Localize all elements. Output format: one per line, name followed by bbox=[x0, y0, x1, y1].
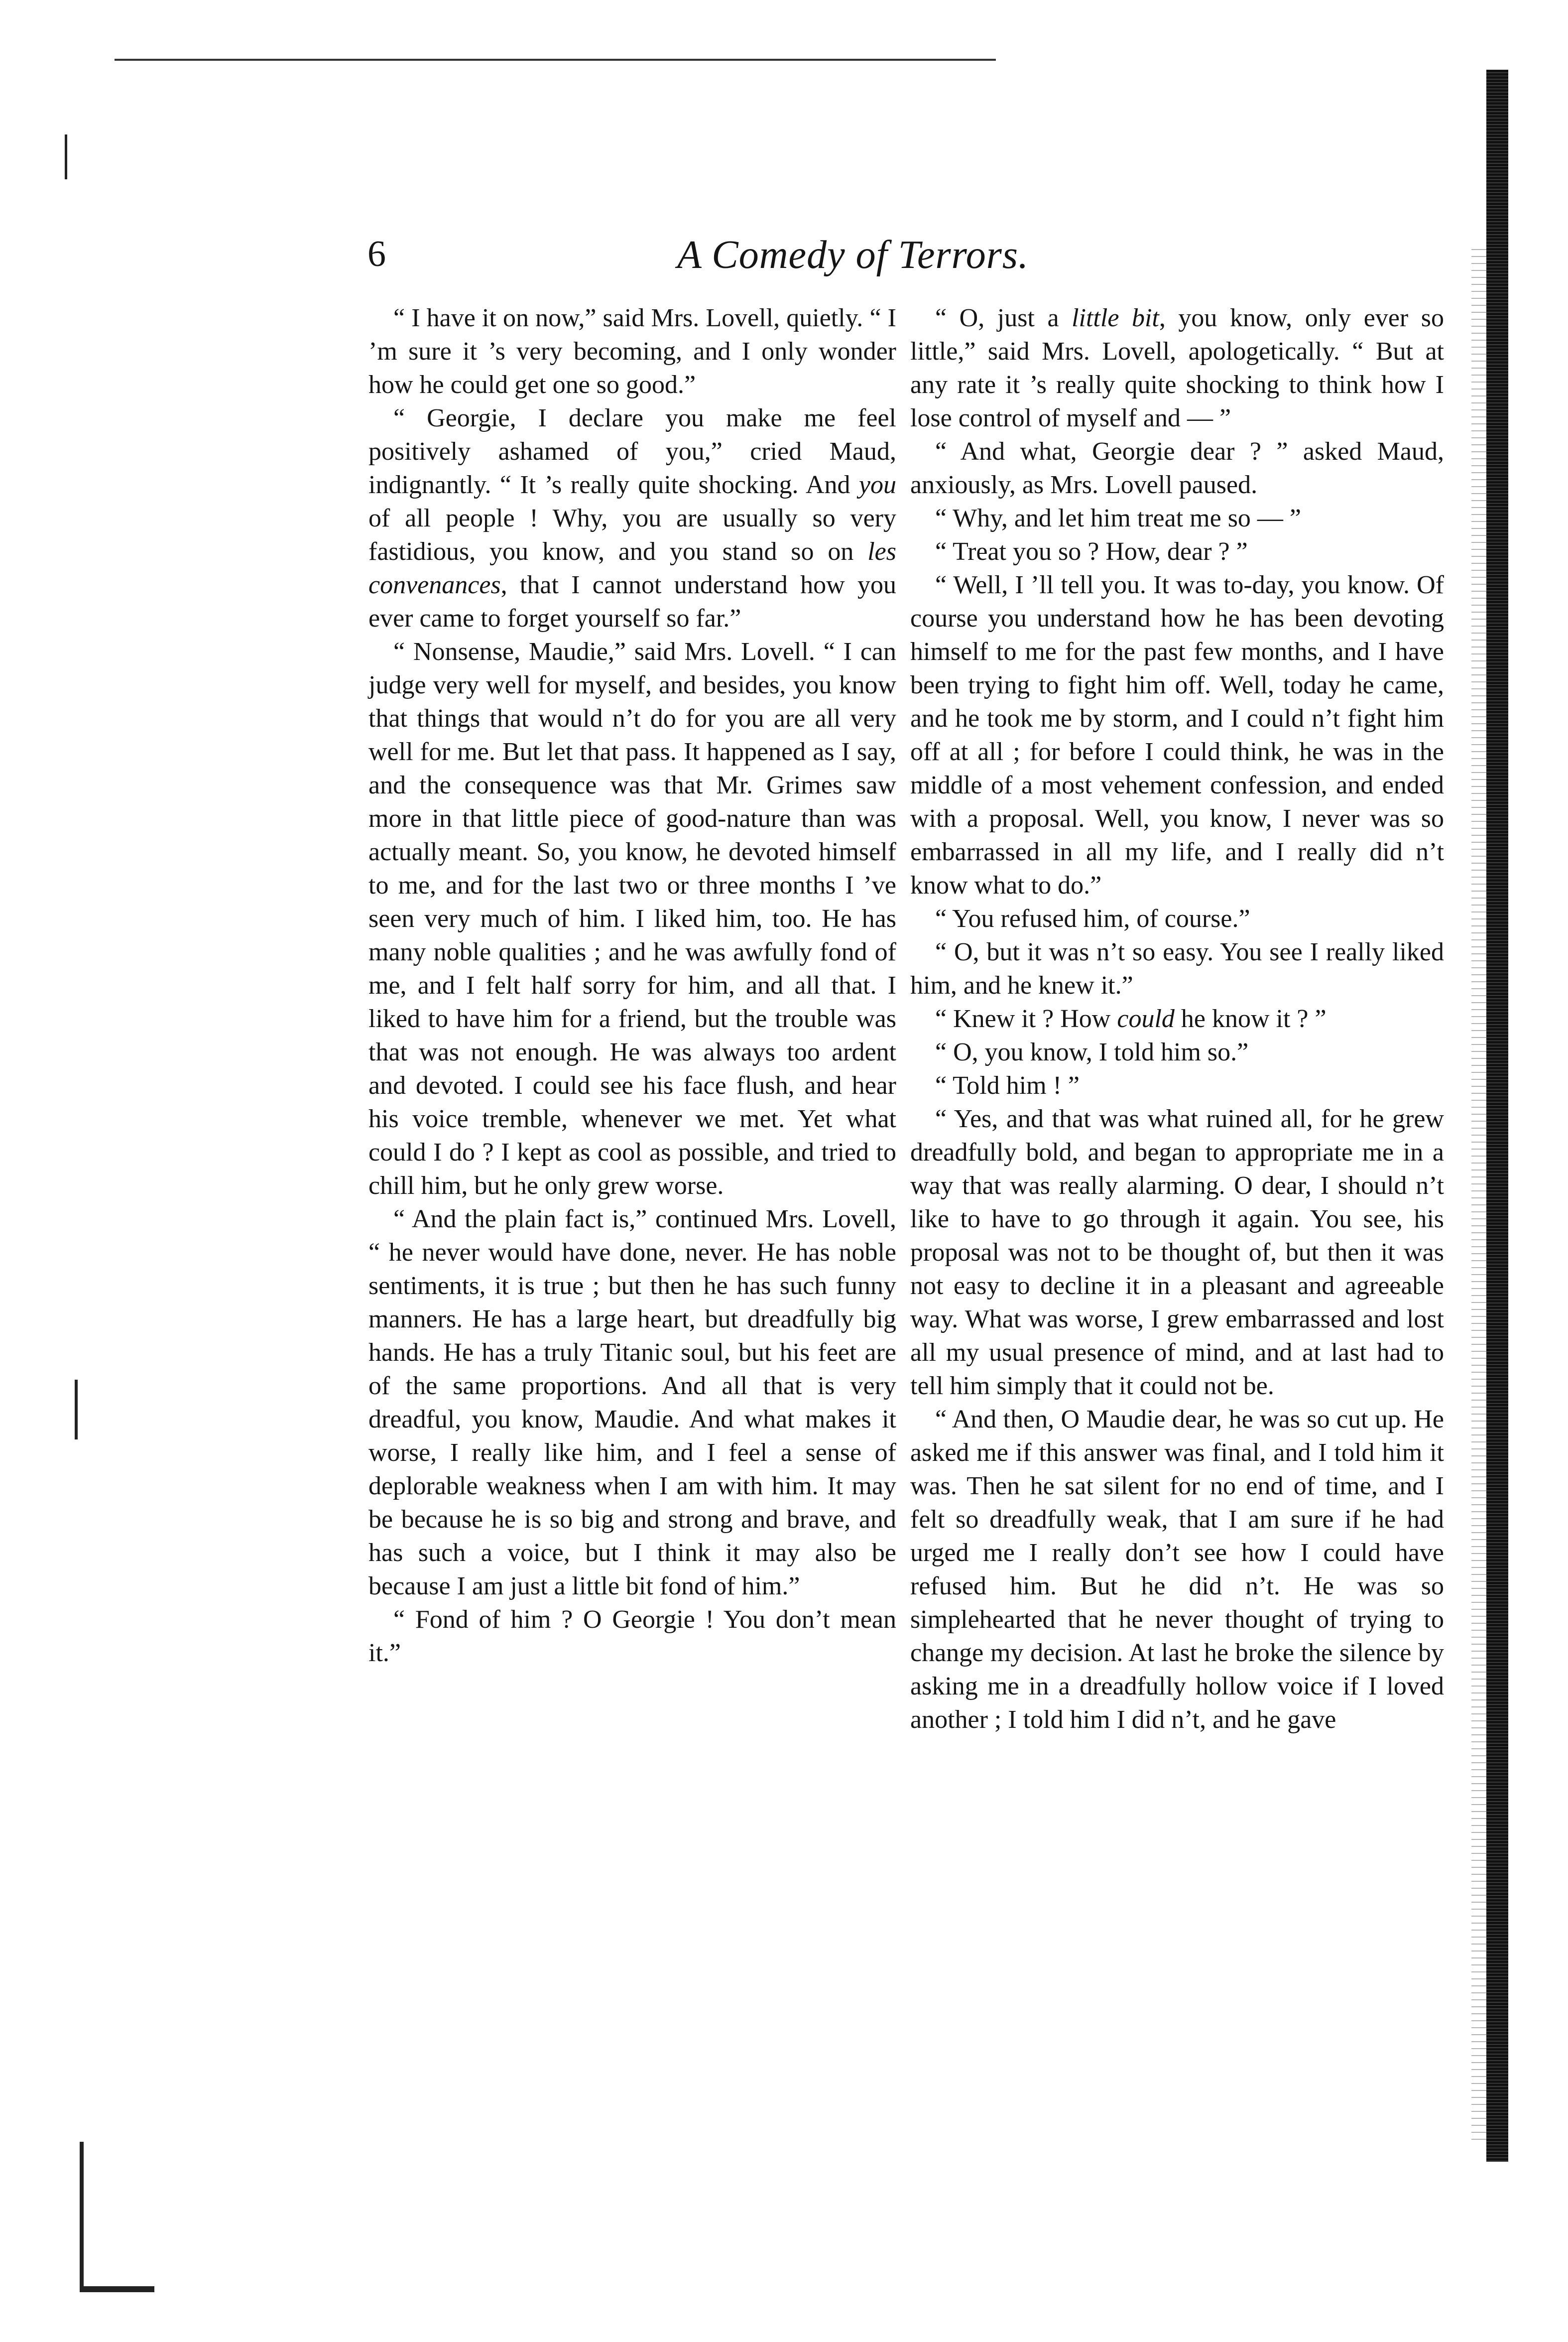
text-run: “ Yes, and that was what ruined all, for he grew dreadfully bold, and began to appropriate me in a way that was really alarming. O dear, I should n’t like to have to go through it again. You see, his proposal was not to be thought of, but then it was not easy to decline it in a pleasant and agreeable way. What was worse, I grew embarrassed and lost all my usual presence of mind, and at last had to tell him simply that it could not be. bbox=[910, 1105, 1444, 1400]
italic-text: you bbox=[858, 471, 896, 499]
page-binding-shadow bbox=[1471, 249, 1486, 2142]
italic-text: les convenances bbox=[368, 537, 896, 599]
paragraph bbox=[910, 902, 1444, 935]
italic-text: could bbox=[1117, 1005, 1175, 1033]
text-run: “ Georgie, I declare you make me feel positively ashamed of you,” cried Maud, indignantly. “ It ’s really quite shocking. And bbox=[368, 404, 896, 499]
paragraph bbox=[368, 635, 896, 1202]
paragraph bbox=[368, 401, 896, 635]
paragraph bbox=[910, 301, 1444, 435]
paragraph bbox=[910, 568, 1444, 902]
text-run: “ Nonsense, Maudie,” said Mrs. Lovell. “ I can judge very well for myself, and besides, you know that things that would n’t do for you are all very well for me. But let that pass. It happened as I say, and the consequence was that Mr. Grimes saw more in that little piece of good-nature than was actually meant. So, you know, he devoted himself to me, and for the last two or three months I ’ve seen very much of him. I liked him, too. He has many noble qualities ; and he was awfully fond of me, and I felt half sorry for him, and all that. I liked to have him for a friend, but the trouble was that was not enough. He was always too ardent and devoted. I could see his face flush, and hear his voice tremble, whenever we met. Yet what could I do ? I kept as cool as possible, and tried to chill him, but he only grew worse. bbox=[368, 638, 896, 1200]
text-column-right bbox=[910, 301, 1444, 1736]
page-binding-edge bbox=[1486, 70, 1508, 2162]
paragraph bbox=[910, 502, 1444, 535]
paragraph bbox=[910, 1102, 1444, 1403]
paragraph bbox=[910, 1069, 1444, 1102]
text-run: “ Why, and let him treat me so — ” bbox=[935, 504, 1302, 532]
margin-mark bbox=[75, 1380, 78, 1439]
text-run: “ I have it on now,” said Mrs. Lovell, quietly. “ I ’m sure it ’s very becoming, and I only wonder how he could get one so good.” bbox=[368, 304, 896, 399]
text-run: “ You refused him, of course.” bbox=[935, 905, 1250, 933]
page-number: 6 bbox=[367, 234, 386, 274]
text-run: “ Fond of him ? O Georgie ! You don’t mean it.” bbox=[368, 1605, 896, 1667]
text-run: , that I cannot understand how you ever came to forget yourself so far.” bbox=[368, 571, 896, 633]
text-run: he know it ? ” bbox=[1174, 1005, 1327, 1033]
text-run: “ O, you know, I told him so.” bbox=[935, 1038, 1249, 1066]
text-run: “ O, but it was n’t so easy. You see I really liked him, and he knew it.” bbox=[910, 938, 1444, 1000]
paragraph bbox=[368, 1603, 896, 1670]
paragraph bbox=[368, 1202, 896, 1603]
text-run: “ Well, I ’ll tell you. It was to-day, you know. Of course you understand how he has been devoting himself to me for the past few months, and I have been trying to fight him off. Well, today he came, and he took me by storm, and I could n’t fight him off at all ; for before I could think, he was in the middle of a most vehement confession, and ended with a proposal. Well, you know, I never was so embarrassed in all my life, and I really did n’t know what to do.” bbox=[910, 571, 1444, 900]
margin-mark bbox=[80, 2286, 154, 2292]
margin-mark bbox=[80, 2142, 84, 2291]
text-run: “ Knew it ? How bbox=[935, 1005, 1117, 1033]
text-run: of all people ! Why, you are usually so very fastidious, you know, and you stand so on bbox=[368, 504, 896, 566]
top-edge-rule bbox=[115, 59, 996, 61]
paragraph bbox=[910, 535, 1444, 568]
margin-mark bbox=[65, 134, 67, 179]
paragraph bbox=[910, 1403, 1444, 1736]
text-column-left bbox=[368, 301, 896, 1670]
paragraph bbox=[910, 1002, 1444, 1036]
italic-text: little bit bbox=[1072, 304, 1159, 332]
paragraph bbox=[910, 935, 1444, 1002]
running-title: A Comedy of Terrors. bbox=[677, 233, 1029, 277]
text-run: “ O, just a bbox=[935, 304, 1072, 332]
text-run: “ And then, O Maudie dear, he was so cut up. He asked me if this answer was final, and I told him it was. Then he sat silent for no end of time, and I felt so dreadfully weak, that I am sure if he had urged me I really don’t see how I could have refused him. But he did n’t. He was so simplehearted that he never thought of trying to change my decision. At last he broke the silence by asking me in a dreadfully hollow voice if I loved another ; I told him I did n’t, and he gave bbox=[910, 1405, 1444, 1734]
text-run: “ And the plain fact is,” continued Mrs. Lovell, “ he never would have done, never. He has noble sentiments, it is true ; but then he has such funny manners. He has a large heart, but dreadfully big hands. He has a truly Titanic soul, but his feet are of the same proportions. And all that is very dreadful, you know, Maudie. And what makes it worse, I really like him, and I feel a sense of deplorable weakness when I am with him. It may be because he is so big and strong and brave, and has such a voice, but I think it may also be because I am just a little bit fond of him.” bbox=[368, 1205, 896, 1600]
text-run: “ And what, Georgie dear ? ” asked Maud, anxiously, as Mrs. Lovell paused. bbox=[910, 437, 1444, 499]
paragraph bbox=[910, 1036, 1444, 1069]
paragraph bbox=[368, 301, 896, 401]
paragraph bbox=[910, 435, 1444, 502]
text-run: “ Told him ! ” bbox=[935, 1071, 1080, 1100]
text-run: “ Treat you so ? How, dear ? ” bbox=[935, 537, 1248, 566]
text-run: , you know, only ever so little,” said Mrs. Lovell, apologetically. “ But at any rate it ’s really quite shocking to think how I lose control of myself and — ” bbox=[910, 304, 1445, 432]
